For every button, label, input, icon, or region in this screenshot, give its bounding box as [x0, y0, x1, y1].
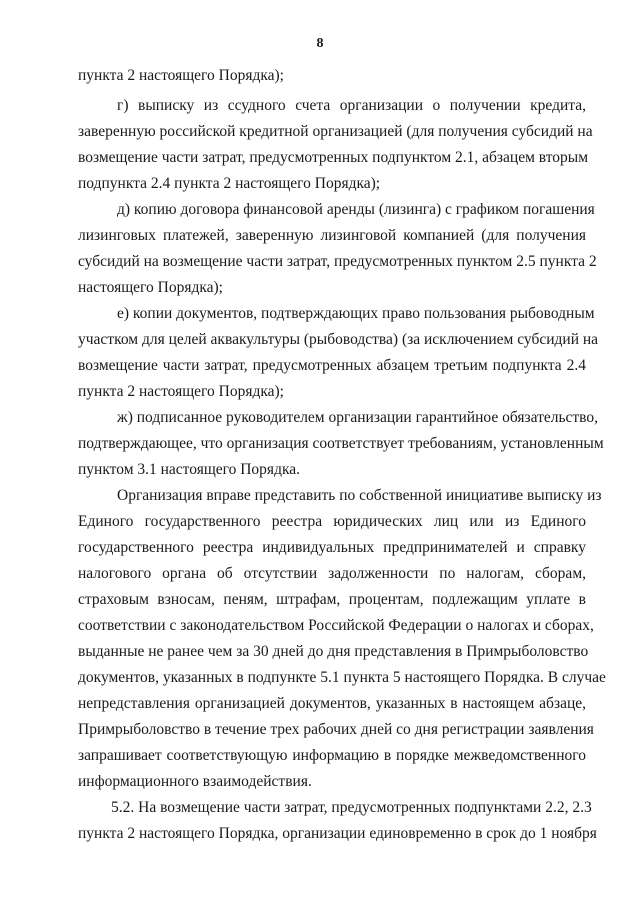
text-line: подтверждающее, что организация соответствует требованиям, установленным: [78, 435, 604, 452]
text-line: участком для целей аквакультуры (рыбоводства) (за исключением субсидий на: [78, 331, 599, 348]
text-line: д) копию договора финансовой аренды (лизинга) с графиком погашения: [117, 201, 595, 218]
text-line: лизинговых платежей, заверенную лизинговой компанией (для получения: [78, 227, 586, 244]
text-line: 5.2. На возмещение части затрат, предусмотренных подпунктами 2.2, 2.3: [111, 799, 592, 816]
text-line: Единого государственного реестра юридических лиц или из Единого: [78, 513, 586, 530]
text-line: запрашивает соответствующую информацию в порядке межведомственного: [78, 747, 586, 764]
text-line: государственного реестра индивидуальных предпринимателей и справку: [78, 539, 586, 556]
text-line: соответствии с законодательством Российской Федерации о налогах и сборах,: [78, 617, 594, 634]
text-line: ж) подписанное руководителем организации гарантийное обязательство,: [117, 409, 599, 426]
text-line: Примрыболовство в течение трех рабочих дней со дня регистрации заявления: [78, 721, 594, 738]
text-line: субсидий на возмещение части затрат, предусмотренных пунктом 2.5 пункта 2: [78, 253, 597, 270]
text-line: заверенную российской кредитной организацией (для получения субсидий на: [78, 123, 593, 140]
text-line: возмещение части затрат, предусмотренных подпунктом 2.1, абзацем вторым: [78, 149, 589, 166]
text-line: возмещение части затрат, предусмотренных абзацем третьим подпункта 2.4: [78, 357, 586, 374]
page-number: 8: [316, 36, 324, 51]
text-line: налогового органа об отсутствии задолженности по налогам, сборам,: [78, 565, 586, 582]
text-line: подпункта 2.4 пункта 2 настоящего Порядка);: [78, 175, 381, 192]
text-line: пунктом 3.1 настоящего Порядка.: [78, 461, 301, 478]
text-line: непредставления организацией документов, указанных в настоящем абзаце,: [78, 695, 586, 712]
text-line: информационного взаимодействия.: [78, 773, 312, 790]
text-line: пункта 2 настоящего Порядка);: [78, 67, 284, 84]
text-line: пункта 2 настоящего Порядка, организации единовременно в срок до 1 ноября: [78, 825, 597, 842]
text-line: пункта 2 настоящего Порядка);: [78, 383, 284, 400]
text-line: настоящего Порядка);: [78, 279, 223, 296]
text-line: е) копии документов, подтверждающих право пользования рыбоводным: [117, 305, 595, 322]
text-line: Организация вправе представить по собственной инициативе выписку из: [117, 487, 602, 504]
text-line: документов, указанных в подпункте 5.1 пункта 5 настоящего Порядка. В случае: [78, 669, 606, 686]
text-line: страховым взносам, пеням, штрафам, процентам, подлежащим уплате в: [78, 591, 586, 608]
text-line: выданные не ранее чем за 30 дней до дня представления в Примрыболовство: [78, 643, 589, 660]
text-line: г) выписку из ссудного счета организации о получении кредита,: [117, 97, 586, 114]
